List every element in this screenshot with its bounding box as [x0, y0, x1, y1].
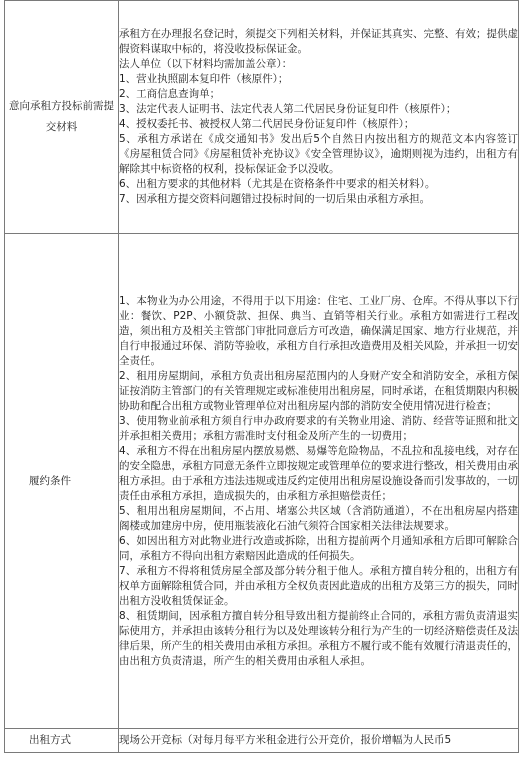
list-item: 2、工商信息查询单；: [119, 88, 221, 100]
list-item: 6、如因出租方对此物业进行改造或拆除，出租方提前两个月通知承租方后即可解除合同，承租方不得向出租方索赔因此造成的任何损失。: [119, 534, 518, 562]
row-label-lease-method: 出租方式: [5, 729, 119, 753]
paragraph: 承租方在办理报名登记时，须提交下列相关材料，并保证其真实、完整、有效；提供虚假资料谋取中标的，将没收投标保证金。: [119, 28, 518, 55]
list-item: 3、法定代表人证明书、法定代表人第二代居民身份证复印件（核原件）；: [119, 103, 457, 115]
list-item: 6、出租方要求的其他材料（尤其是在资格条件中要求的相关材料）。: [119, 178, 436, 190]
list-item: 4、授权委托书、被授权人第二代居民身份证复印件（核原件）；: [119, 118, 415, 130]
list-item: 4、承租方不得在出租房屋内摆放易燃、易爆等危险物品，不乱拉和乱接电线，对存在的安全隐患，承租方同意无条件立即按规定或管理单位的要求进行整改，相关费用由承租方承担。由于承租方违法违规或违反约定使用出租房屋设施设备而引发事故的，一切责任由承租方承担，造成损失的，由承租方承担赔偿责任；: [119, 444, 518, 502]
table-row-performance-conditions: [5, 234, 519, 729]
list-item: 1、本物业为办公用途，不得用于以下用途：住宅、工业厂房、仓库。不得从事以下行业：餐饮、P2P、小额贷款、担保、典当、直销等相关行业。承租方如需进行工程改造，须出租方及相关主管部门审批同意后方可改造，确保满足国家、地方行业规范，并自行申报通过环保、消防等验收，承租方自行承担改造费用及相关风险，并承担一切安全责任。: [119, 294, 518, 367]
list-item: 3、使用物业前承租方须自行申办政府要求的有关物业用途、消防、经营等证照和批文并承担相关费用；承租方需准时支付租金及所产生的一切费用；: [119, 414, 518, 442]
row-content-performance-conditions: [119, 234, 519, 729]
table-row-lease-method: [5, 729, 519, 753]
list-item: 5、租用出租房屋期间，不占用、堵塞公共区域（含消防通道），不在出租房屋内搭建阁楼或加建房中房，使用瓶装液化石油气须符合国家相关法律法规要求。: [119, 504, 518, 532]
row-label-bid-materials: 意向承租方投标前需提交材料: [5, 1, 119, 234]
list-item: 5、承租方承诺在《成交通知书》发出后5个自然日内按出租方的规范文本内容签订《房屋租赁合同》《房屋租赁补充协议》《安全管理协议》，逾期则视为违约，出租方有解除其中标资格的权利，投标保证金予以没收。: [119, 133, 518, 175]
list-item: 2、租用房屋期间，承租方负责出租房屋范围内的人身财产安全和消防安全，承租方保证按消防主管部门的有关管理规定或标准使用出租房屋，同时承诺，在租赁期限内积极协助和配合出租方或物业管理单位对出租房屋内部的消防安全使用情况进行检查；: [119, 369, 518, 412]
row-content-bid-materials: [119, 1, 519, 234]
table-row-bid-materials: [5, 1, 519, 234]
paragraph: 现场公开竞标（对每月每平方米租金进行公开竞价，报价增幅为人民币5: [119, 734, 452, 746]
list-item: 8、租赁期间，因承租方擅自转分租导致出租方提前终止合同的，承租方需负责清退实际使用方，并承担由该转分租行为以及处理该转分租行为产生的一切经济赔偿责任及法律后果，所产生的相关费用由承租方承担。承租方不履行或不能有效履行清退责任的，由出租方负责清退，所产生的相关费用由承租人承担。: [119, 609, 518, 667]
list-item: 7、因承租方提交资料问题错过投标时间的一切后果由承租方承担。: [119, 193, 431, 205]
list-item: 1、营业执照副本复印件（核原件）；: [119, 73, 289, 85]
row-label-performance-conditions: 履约条件: [5, 234, 119, 729]
lease-conditions-table: [4, 0, 519, 753]
paragraph: 法人单位（以下材料均需加盖公章）：: [119, 58, 293, 70]
list-item: 7、承租方不得将租赁房屋全部及部分转分租于他人。承租方擅自转分租的，出租方有权单方面解除租赁合同，并由承租方全权负责因此造成的出租方及第三方的损失，同时出租方没收租赁保证金。: [119, 564, 518, 607]
row-content-lease-method: [119, 729, 519, 753]
